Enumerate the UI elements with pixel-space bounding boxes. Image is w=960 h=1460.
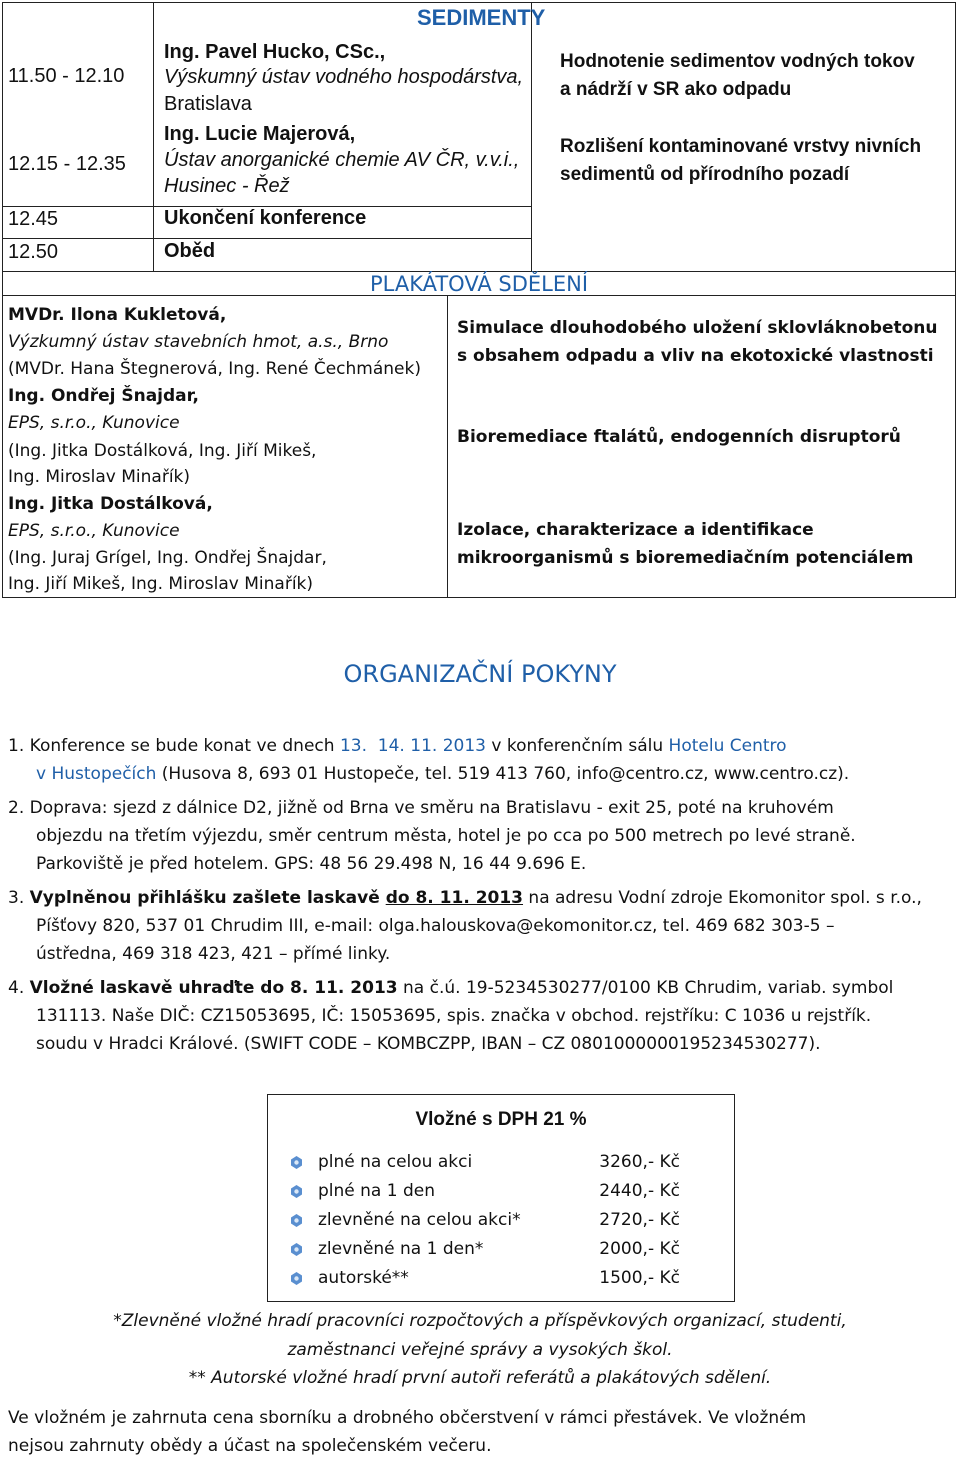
poster-affiliation: EPS, s.r.o., Kunovice xyxy=(8,521,180,541)
fee-note: ** Autorské vložné hradí první autoři referátů a plakátových sdělení. xyxy=(188,1368,772,1388)
item-text: v konferenčním sálu xyxy=(485,736,669,756)
item-text: Doprava: sjezd z dálnice D2, jižně od Brna ve směru na Bratislavu - exit 25, poté na kruhovém xyxy=(29,798,834,818)
item-text: objezdu na třetím výjezdu, směr centrum města, hotel je po cca po 500 metrech po levé straně. xyxy=(36,826,856,846)
column-divider xyxy=(531,3,532,271)
closing-text: Ve vložném je zahrnuta cena sborníku a drobného občerstvení v rámci přestávek. Ve vložném xyxy=(8,1408,807,1428)
fee-price: 2000,- Kč xyxy=(599,1239,680,1259)
bullet-icon xyxy=(290,1243,303,1256)
org-item-3 xyxy=(8,884,950,968)
poster-title: Simulace dlouhodobého uložení sklovláknobetonu xyxy=(457,318,938,338)
poster-author: Ing. Ondřej Šnajdar, xyxy=(8,386,199,406)
poster-coauthors: Ing. Miroslav Minařík) xyxy=(8,467,191,487)
fee-price: 3260,- Kč xyxy=(599,1152,680,1172)
deadline-date: do 8. 11. 2013 xyxy=(385,888,524,908)
fee-row xyxy=(290,1266,690,1294)
item-text: ústředna, 469 318 423, 421 – přímé linky. xyxy=(36,944,391,964)
item-text-bold: Vložné laskavě uhraďte do 8. 11. 2013 xyxy=(29,978,398,998)
item-text: na adresu Vodní zdroje Ekomonitor spol. s r.o., xyxy=(523,888,922,908)
sediments-heading: SEDIMENTY xyxy=(417,5,546,30)
closing-text: nejsou zahrnuty obědy a účast na společenském večeru. xyxy=(8,1436,492,1456)
bullet-icon xyxy=(290,1185,303,1198)
item-text-bold: Vyplněnou přihlášku zašlete laskavě xyxy=(29,888,386,908)
talk-affiliation: Výskumný ústav vodného hospodárstva, xyxy=(164,66,524,88)
hotel-city: v Hustopečích xyxy=(36,764,157,784)
fee-price: 1500,- Kč xyxy=(599,1268,680,1288)
fee-label: plné na celou akci xyxy=(318,1152,473,1172)
date-day: 13. xyxy=(339,736,367,756)
fee-price: 2440,- Kč xyxy=(599,1181,680,1201)
poster-title: Bioremediace ftalátů, endogenních disruptorů xyxy=(457,427,901,447)
poster-author: MVDr. Ilona Kukletová, xyxy=(8,305,227,325)
poster-coauthors: Ing. Jiří Mikeš, Ing. Miroslav Minařík) xyxy=(8,574,314,594)
talk-speaker: Ing. Lucie Majerová, xyxy=(164,123,356,145)
talk-affiliation-city: Husinec - Řež xyxy=(164,175,290,197)
talk-speaker: Ing. Pavel Hucko, CSc., xyxy=(164,41,386,63)
end-label: Ukončení konference xyxy=(164,207,367,229)
poster-coauthors: (Ing. Jitka Dostálková, Ing. Jiří Mikeš, xyxy=(8,441,317,461)
column-divider xyxy=(447,295,448,597)
item-text: soudu v Hradci Králové. (SWIFT CODE – KOMBCZPP, IBAN – CZ 0801000000195234530277). xyxy=(36,1034,821,1054)
poster-affiliation: Výzkumný ústav stavebních hmot, a.s., Brno xyxy=(8,332,389,352)
org-item-1 xyxy=(8,732,950,788)
fee-note: zaměstnanci veřejné správy a vysokých škol. xyxy=(287,1340,673,1360)
bullet-icon xyxy=(290,1214,303,1227)
fee-row xyxy=(290,1179,690,1207)
talk-title: sedimentů od přírodního pozadí xyxy=(560,164,850,185)
fee-row xyxy=(290,1150,690,1178)
fee-note: *Zlevněné vložné hradí pracovníci rozpočtových a příspěvkových organizací, studenti, xyxy=(113,1311,847,1331)
talk-affiliation: Ústav anorganické chemie AV ČR, v.v.i., xyxy=(164,149,520,171)
fees-box xyxy=(267,1094,735,1302)
item-number: 4. xyxy=(8,978,25,998)
hotel-address: (Husova 8, 693 01 Hustopeče, tel. 519 413 760, info@centro.cz, www.centro.cz). xyxy=(156,764,850,784)
talk-affiliation-city: Bratislava xyxy=(164,93,252,115)
column-divider xyxy=(153,3,154,271)
lunch-label: Oběd xyxy=(164,240,216,262)
org-item-4 xyxy=(8,974,950,1058)
date-year: 2013 xyxy=(442,736,486,756)
poster-title: Izolace, charakterizace a identifikace xyxy=(457,520,814,540)
date-month: 11. xyxy=(410,736,438,756)
item-number: 3. xyxy=(8,888,25,908)
lunch-time: 12.50 xyxy=(8,241,59,263)
fees-title: Vložné s DPH 21 % xyxy=(415,1109,587,1130)
poster-affiliation: EPS, s.r.o., Kunovice xyxy=(8,413,180,433)
item-text: Konference se bude konat ve dnech xyxy=(29,736,340,756)
hotel-name: Hotelu Centro xyxy=(668,736,787,756)
item-text: na č.ú. 19-5234530277/0100 KB Chrudim, variab. symbol xyxy=(397,978,894,998)
item-number: 2. xyxy=(8,798,25,818)
fee-row xyxy=(290,1208,690,1236)
talk-title: Rozlišení kontaminované vrstvy nivních xyxy=(560,136,922,157)
fee-price: 2720,- Kč xyxy=(599,1210,680,1230)
talk-time: 12.15 - 12.35 xyxy=(8,153,126,175)
row-divider xyxy=(3,238,531,239)
fee-label: zlevněné na 1 den* xyxy=(318,1239,484,1259)
poster-coauthors: (MVDr. Hana Štegnerová, Ing. René Čechmánek) xyxy=(8,359,421,379)
item-text: 131113. Naše DIČ: CZ15053695, IČ: 15053695, spis. značka v obchod. rejstříku: C 1036 u rejstřík. xyxy=(36,1006,872,1026)
fee-label: autorské** xyxy=(318,1268,409,1288)
talk-title: a nádrží v SR ako odpadu xyxy=(560,79,792,100)
poster-coauthors: (Ing. Juraj Grígel, Ing. Ondřej Šnajdar, xyxy=(8,548,327,568)
poster-title: mikroorganismů s bioremediačním potenciálem xyxy=(457,548,914,568)
item-number: 1. xyxy=(8,736,25,756)
bullet-icon xyxy=(290,1272,303,1285)
fee-label: plné na 1 den xyxy=(318,1181,435,1201)
fee-row xyxy=(290,1237,690,1265)
item-text: Píšťovy 820, 537 01 Chrudim III, e-mail: olga.halouskova@ekomonitor.cz, tel. 469 682 303-5 – xyxy=(36,916,835,936)
bullet-icon xyxy=(290,1156,303,1169)
closing-paragraph xyxy=(8,1404,950,1460)
poster-title: s obsahem odpadu a vliv na ekotoxické vlastnosti xyxy=(457,346,934,366)
org-item-2 xyxy=(8,794,950,878)
posters-heading: PLAKÁTOVÁ SDĚLENÍ xyxy=(370,272,589,296)
talk-time: 11.50 - 12.10 xyxy=(8,65,125,87)
end-time: 12.45 xyxy=(8,208,59,230)
item-text: Parkoviště je před hotelem. GPS: 48 56 29.498 N, 16 44 9.696 E. xyxy=(36,854,587,874)
org-heading: ORGANIZAČNÍ POKYNY xyxy=(343,660,617,688)
fee-label: zlevněné na celou akci* xyxy=(318,1210,521,1230)
talk-title: Hodnotenie sedimentov vodných tokov xyxy=(560,51,915,72)
date-day: 14. xyxy=(377,736,405,756)
poster-author: Ing. Jitka Dostálková, xyxy=(8,494,213,514)
